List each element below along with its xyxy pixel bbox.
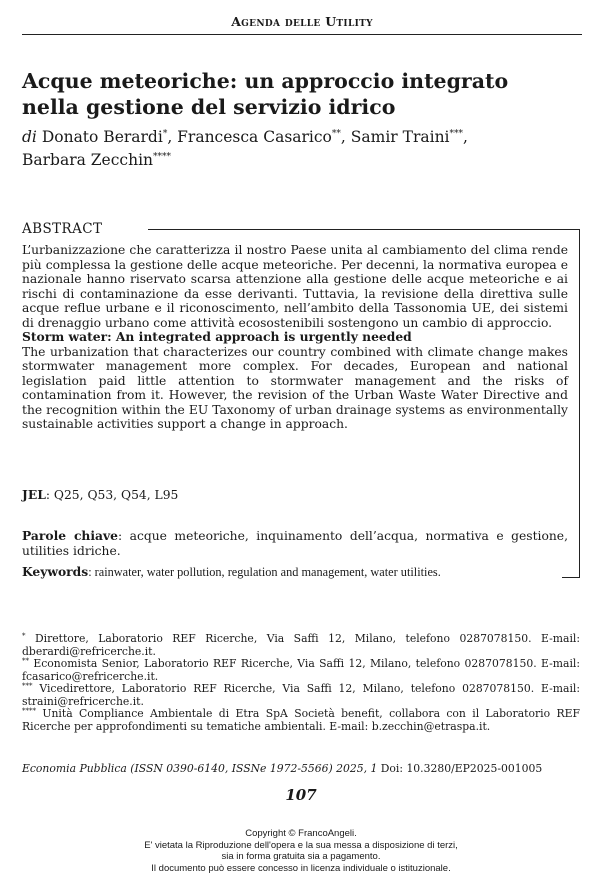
author-name: Francesca Casarico [177,128,332,146]
footnote-mark: **** [22,707,36,715]
parole-chiave [22,529,568,558]
footnote-text: Unità Compliance Ambientale di Etra SpA Società benefit, collabora con il Laboratorio REF Ricerche per approfondimenti su tematiche ambientali. E-mail: b.zecchin@etraspa.it. [22,707,580,733]
footnote [22,683,580,708]
author-separator: , [340,128,351,146]
author-name: Barbara Zecchin [22,151,154,169]
title-line-2: nella gestione del servizio idrico [22,95,396,119]
author-separator: , [463,128,468,146]
keywords-label: Keywords [22,564,89,579]
page-number: 107 [285,786,317,804]
by-label: di [22,128,37,146]
copyright-line: Il documento può essere concesso in licenza individuale o istituzionale. [151,862,451,874]
copyright-line: Copyright © FrancoAngeli. [245,828,357,839]
jel-codes [22,487,178,502]
abstract-top-rule [148,229,580,230]
abstract-italian: L’urbanizzazione che caratterizza il nostro Paese unita al cambiamento del clima rende più complessa la gestione delle acque meteoriche. Per decenni, la normativa europea e nazionale hanno riservato scarsa attenzione alla gestione delle acque meteoriche e ai rischi di contaminazione da esse derivanti. Tuttavia, la revisione della direttiva sulle acque reflue urbane e il riconoscimento, nell’ambito della Tassonomia UE, dei sistemi di drenaggio urbano come attività ecosostenibili sostengono un cambio di approccio. [22,243,568,330]
footnote-mark: *** [22,682,33,690]
author-name: Donato Berardi [41,128,163,146]
article-title [22,68,582,120]
jel-values: : Q25, Q53, Q54, L95 [45,488,179,502]
keywords-values: : rainwater, water pollution, regulation and management, water utilities. [88,565,441,579]
parole-label: Parole chiave [22,528,118,543]
abstract-right-rule [579,229,580,577]
author-separator: , [167,128,178,146]
footnote [22,633,580,658]
abstract-box [22,221,580,579]
footnote-mark: * [22,632,26,640]
footnote-text: Vicedirettore, Laboratorio REF Ricerche, Via Saffi 12, Milano, telefono 0287078150. E-mail: straini@refricerche.it. [22,682,580,708]
jel-label: JEL [22,487,46,502]
author-name: Samir Traini [350,128,450,146]
abstract-english: The urbanization that characterizes our country combined with climate change makes stormwater management more complex. For decades, European and national legislation paid little attention to stormwater management and the risks of contamination from it. However, the revision of the Urban Waste Water Directive and the recognition within the EU Taxonomy of urban drainage systems as environmentally sustainable activities support a change in approach. [22,344,568,431]
author-list [22,126,582,172]
footnote [22,658,580,683]
footnote-mark: ** [22,657,29,665]
abstract-body [22,243,568,432]
abstract-english-heading: Storm water: An integrated approach is urgently needed [22,329,412,344]
footnotes [22,633,580,733]
footnote-text: Economista Senior, Laboratorio REF Ricerche, Via Saffi 12, Milano, telefono 0287078150. E-mail: fcasarico@refricerche.it. [22,657,580,683]
journal-info: Economia Pubblica (ISSN 0390-6140, ISSNe 1972-5566) 2025, 1 [22,762,378,775]
header-rule [22,34,582,35]
author-mark: **** [153,152,172,162]
copyright-notice [22,828,580,874]
footnote-text: Direttore, Laboratorio REF Ricerche, Via Saffi 12, Milano, telefono 0287078150. E-mail: dberardi@refricerche.it. [22,632,580,658]
copyright-line: sia in forma gratuita sia a pagamento. [221,851,381,862]
copyright-line: E' vietata la Riproduzione dell'opera e la sua messa a disposizione di terzi, [144,839,458,851]
parole-values: : acque meteoriche, inquinamento dell’acqua, normativa e gestione, utilities idriche. [22,529,568,558]
doi: Doi: 10.3280/EP2025-001005 [377,762,543,775]
journal-citation [22,762,580,775]
author-mark: *** [449,129,464,139]
footnote [22,708,580,733]
title-line-1: Acque meteoriche: un approccio integrato [22,69,509,93]
keywords [22,565,562,580]
running-head: Agenda delle Utility [231,14,373,29]
author-mark: * [162,129,168,139]
author-mark: ** [331,129,341,139]
abstract-label: ABSTRACT [22,221,108,237]
